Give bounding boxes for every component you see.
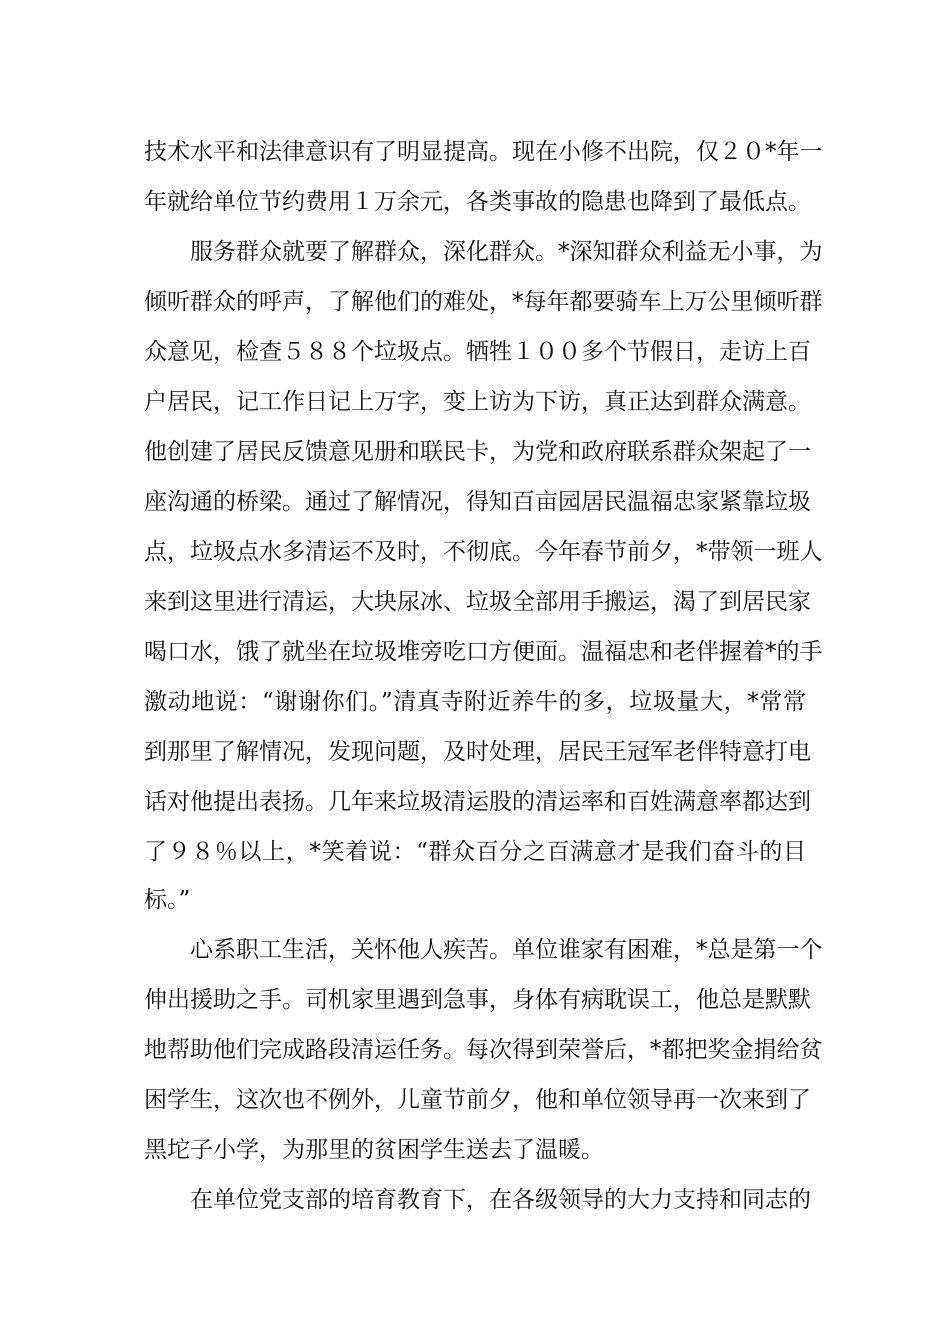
text-line: 来到这里进行清运，大块尿冰、垃圾全部用手搬运，渴了到居民家 xyxy=(144,589,811,615)
paragraph-first-line: 在单位党支部的培育教育下，在各级领导的大力支持和同志的 xyxy=(190,1187,811,1213)
text-line: 黑坨子小学，为那里的贫困学生送去了温暖。 xyxy=(144,1137,604,1163)
paragraph-first-line: 心系职工生活，关怀他人疾苦。单位谁家有困难，*总是第一个 xyxy=(190,937,823,963)
text-line: 倾听群众的呼声，了解他们的难处，*每年都要骑车上万公里倾听群 xyxy=(144,289,823,315)
text-line: 众意见，检查５８８个垃圾点。牺牲１００多个节假日，走访上百 xyxy=(144,339,811,365)
text-line: 标。” xyxy=(144,887,191,913)
text-line: 技术水平和法律意识有了明显提高。现在小修不出院，仅２０*年一 xyxy=(144,139,823,165)
text-line: 激动地说：“谢谢你们。”清真寺附近养牛的多，垃圾量大，*常常 xyxy=(144,689,806,715)
paragraph-first-line: 服务群众就要了解群众，深化群众。*深知群众利益无小事，为 xyxy=(190,239,823,265)
text-line: 到那里了解情况，发现问题，及时处理，居民王冠军老伴特意打电 xyxy=(144,739,811,765)
text-line: 他创建了居民反馈意见册和联民卡，为党和政府联系群众架起了一 xyxy=(144,439,811,465)
text-line: 户居民，记工作日记上万字，变上访为下访，真正达到群众满意。 xyxy=(144,389,811,415)
text-line: 点，垃圾点水多清运不及时，不彻底。今年春节前夕，*带领一班人 xyxy=(144,539,823,565)
text-line: 伸出援助之手。司机家里遇到急事，身体有病耽误工，他总是默默 xyxy=(144,987,811,1013)
text-line: 座沟通的桥梁。通过了解情况，得知百亩园居民温福忠家紧靠垃圾 xyxy=(144,489,811,515)
text-line: 了９８％以上，*笑着说：“群众百分之百满意才是我们奋斗的目 xyxy=(144,839,806,865)
text-line: 话对他提出表扬。几年来垃圾清运股的清运率和百姓满意率都达到 xyxy=(144,789,811,815)
text-line: 喝口水，饿了就坐在垃圾堆旁吃口方便面。温福忠和老伴握着*的手 xyxy=(144,639,823,665)
text-line: 困学生，这次也不例外，儿童节前夕，他和单位领导再一次来到了 xyxy=(144,1087,811,1113)
text-line: 年就给单位节约费用１万余元，各类事故的隐患也降到了最低点。 xyxy=(144,189,811,215)
text-line: 地帮助他们完成路段清运任务。每次得到荣誉后，*都把奖金捐给贫 xyxy=(144,1037,823,1063)
